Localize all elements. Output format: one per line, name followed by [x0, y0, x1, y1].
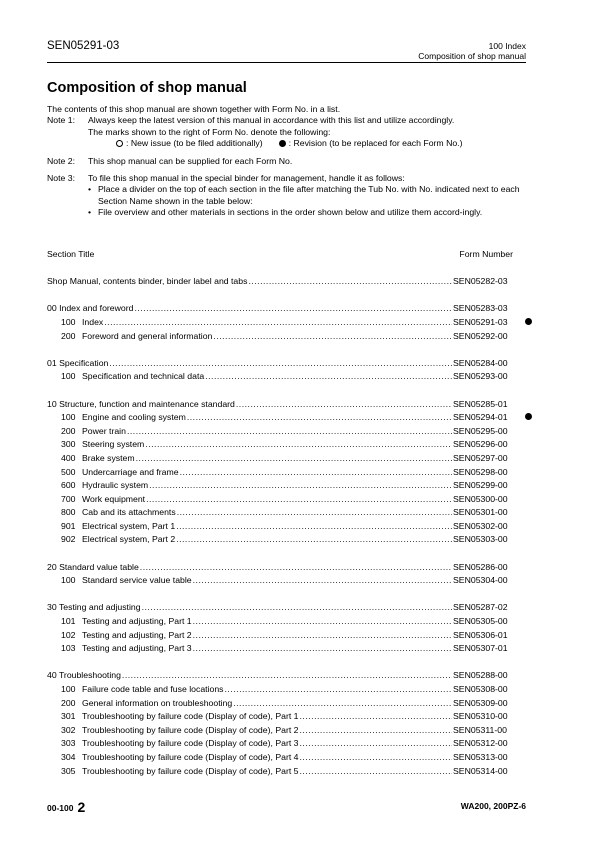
- dot-leader: [149, 480, 452, 490]
- dot-leader: [193, 643, 452, 653]
- dot-leader: [140, 562, 452, 572]
- toc-table: [47, 249, 532, 779]
- toc-section-title: Electrical system, Part 2: [82, 534, 176, 545]
- toc-section-number: 400: [61, 452, 76, 463]
- note-2-text: This shop manual can be supplied for each Form No.: [88, 155, 293, 166]
- toc-section-title: Testing and adjusting, Part 3: [82, 643, 192, 654]
- dot-leader: [193, 630, 452, 640]
- intro-text: The contents of this shop manual are shown together with Form No. in a list.: [47, 104, 341, 114]
- toc-section-title: Specification and technical data: [82, 371, 205, 382]
- toc-row: [47, 752, 532, 766]
- toc-form-number: SEN05305-00: [453, 616, 508, 627]
- toc-row: [47, 602, 532, 616]
- toc-body: [47, 263, 532, 780]
- header-right: [418, 41, 526, 61]
- toc-row: [47, 467, 532, 481]
- toc-form-number: SEN05294-01: [453, 412, 508, 423]
- toc-section-title: Standard value table: [59, 561, 139, 572]
- toc-section-number: 902: [61, 534, 76, 545]
- toc-section-title: Troubleshooting: [58, 670, 121, 681]
- toc-section-title: Index and foreword: [59, 303, 134, 314]
- toc-section-number: 10: [47, 398, 57, 409]
- note-1: [47, 115, 532, 138]
- dot-leader: [300, 752, 453, 762]
- toc-section-number: 700: [61, 493, 76, 504]
- mark-rev-text: : Revision (to be replaced for each Form No.): [288, 138, 463, 149]
- dot-leader: [300, 766, 453, 776]
- toc-section-number: 200: [61, 697, 76, 708]
- toc-section-number: 100: [61, 371, 76, 382]
- toc-section-title: Specification: [59, 357, 109, 368]
- note-3-bullet-2: • File overview and other materials in sections in the order shown below and utilize them accord-ingly.: [88, 207, 483, 218]
- toc-row: [47, 426, 532, 440]
- toc-form-number: SEN05284-00: [453, 357, 508, 368]
- toc-form-number: SEN05314-00: [453, 765, 508, 776]
- header-section: 100 Index: [488, 41, 526, 51]
- model-name: WA200, 200PZ-6: [460, 801, 526, 811]
- toc-row: [47, 303, 532, 317]
- toc-form-number: SEN05296-00: [453, 439, 508, 450]
- toc-section-number: 305: [61, 765, 76, 776]
- page-title: Composition of shop manual: [47, 80, 247, 96]
- marks-legend: [47, 138, 532, 149]
- header-subtitle: Composition of shop manual: [418, 51, 526, 61]
- toc-section-title: Standard service value table: [82, 575, 192, 586]
- note-2-label: Note 2:: [47, 155, 76, 166]
- col-section-title: Section Title: [47, 249, 95, 259]
- toc-row: [47, 616, 532, 630]
- toc-row: [47, 575, 532, 589]
- toc-form-number: SEN05291-03: [453, 316, 508, 327]
- toc-row: [47, 331, 532, 345]
- toc-section-number: 100: [61, 316, 76, 327]
- toc-section-number: 00: [47, 303, 57, 314]
- toc-section-title: Troubleshooting by failure code (Display of code), Part 5: [82, 765, 299, 776]
- toc-row: [47, 358, 532, 372]
- toc-section-number: 301: [61, 711, 76, 722]
- dot-leader: [145, 439, 452, 449]
- toc-section-title: Testing and adjusting: [58, 602, 141, 613]
- dot-leader: [104, 317, 452, 327]
- toc-section-title: Testing and adjusting, Part 2: [82, 629, 192, 640]
- page-number: [47, 799, 85, 815]
- toc-form-number: SEN05295-00: [453, 425, 508, 436]
- dot-leader: [193, 575, 452, 585]
- toc-row: [47, 521, 532, 535]
- toc-section-number: 303: [61, 738, 76, 749]
- toc-row: [47, 494, 532, 508]
- toc-row: [47, 562, 532, 576]
- mark-new-text: : New issue (to be filed additionally): [126, 138, 263, 149]
- toc-form-number: SEN05282-03: [453, 276, 508, 287]
- toc-section-title: General information on troubleshooting: [82, 697, 233, 708]
- toc-header: [47, 249, 513, 263]
- toc-form-number: SEN05287-02: [453, 602, 508, 613]
- col-form-number: Form Number: [459, 249, 513, 259]
- dot-leader: [127, 426, 452, 436]
- toc-form-number: SEN05297-00: [453, 452, 508, 463]
- toc-row: [47, 684, 532, 698]
- toc-section-title: Engine and cooling system: [82, 412, 186, 423]
- dot-leader: [177, 507, 452, 517]
- toc-row: [47, 630, 532, 644]
- toc-form-number: SEN05313-00: [453, 751, 508, 762]
- toc-section-number: 100: [61, 575, 76, 586]
- dot-leader: [176, 534, 452, 544]
- dot-leader: [136, 453, 452, 463]
- toc-form-number: SEN05285-01: [453, 398, 508, 409]
- dot-leader: [300, 725, 453, 735]
- toc-section-number: 800: [61, 507, 76, 518]
- toc-section-number: 200: [61, 425, 76, 436]
- toc-row: [47, 439, 532, 453]
- toc-section-number: 600: [61, 480, 76, 491]
- dot-leader: [187, 412, 452, 422]
- dot-leader: [300, 738, 453, 748]
- toc-row: [47, 766, 532, 780]
- toc-section-title: Undercarriage and frame: [82, 466, 179, 477]
- note-1-label: Note 1:: [47, 115, 76, 126]
- toc-form-number: SEN05288-00: [453, 670, 508, 681]
- dot-leader: [300, 711, 453, 721]
- revision-dot-icon: [525, 413, 532, 420]
- toc-form-number: SEN05292-00: [453, 330, 508, 341]
- toc-section-number: 500: [61, 466, 76, 477]
- toc-section-title: Testing and adjusting, Part 1: [82, 616, 192, 627]
- toc-row: [47, 711, 532, 725]
- doc-id: SEN05291-03: [47, 40, 120, 52]
- toc-form-number: SEN05308-00: [453, 684, 508, 694]
- toc-row: [47, 507, 532, 521]
- toc-form-number: SEN05309-00: [453, 697, 508, 708]
- toc-section-title: Cab and its attachments: [82, 507, 176, 518]
- toc-section-number: 01: [47, 357, 57, 368]
- new-issue-circle-icon: [116, 140, 123, 147]
- toc-row: [47, 276, 532, 290]
- toc-section-title: Foreword and general information: [82, 330, 213, 341]
- toc-form-number: SEN05283-03: [453, 303, 508, 314]
- toc-section-title: Troubleshooting by failure code (Display of code), Part 2: [82, 724, 299, 735]
- toc-section-title: Work equipment: [82, 493, 146, 504]
- note-3-label: Note 3:: [47, 173, 76, 184]
- toc-section-number: 200: [61, 330, 76, 341]
- toc-section-title: Steering system: [82, 439, 145, 450]
- toc-form-number: SEN05311-00: [453, 724, 507, 735]
- toc-section-title: Index: [82, 316, 104, 327]
- toc-row: [47, 412, 532, 426]
- dot-leader: [134, 303, 452, 313]
- toc-row: [47, 534, 532, 548]
- toc-section-title: Electrical system, Part 1: [82, 520, 176, 531]
- toc-section-title: Failure code table and fuse locations: [82, 684, 224, 694]
- toc-section-number: 901: [61, 520, 76, 531]
- note-1-line1: Always keep the latest version of this manual in accordance with this list and utilize accordingly.: [88, 115, 455, 126]
- toc-section-number: 103: [61, 643, 76, 654]
- toc-row: [47, 371, 532, 385]
- dot-leader: [236, 399, 452, 409]
- toc-section-title: Power train: [82, 425, 126, 436]
- dot-leader: [109, 358, 452, 368]
- toc-section-number: 300: [61, 439, 76, 450]
- dot-leader: [180, 467, 452, 477]
- note-3-bullet-1: • Place a divider on the top of each section in the file after matching the Tub No. with No. indicated next to each Section Name shown in the table below:: [88, 184, 520, 206]
- dot-leader: [213, 331, 452, 341]
- dot-leader: [248, 276, 452, 286]
- toc-row: [47, 698, 532, 712]
- toc-row: [47, 399, 532, 413]
- toc-section-title: Structure, function and maintenance standard: [59, 398, 235, 409]
- revision-dot-icon: [279, 140, 286, 147]
- notes-block: [47, 104, 532, 219]
- toc-section-title: Shop Manual, contents binder, binder label and tabs: [47, 276, 248, 287]
- toc-section-number: 102: [61, 629, 76, 640]
- toc-section-title: Troubleshooting by failure code (Display of code), Part 4: [82, 751, 299, 762]
- toc-row: [47, 480, 532, 494]
- dot-leader: [176, 521, 452, 531]
- note-1-line2: The marks shown to the right of Form No. denote the following:: [88, 126, 331, 137]
- toc-section-number: 30: [47, 602, 57, 613]
- toc-section-title: Hydraulic system: [82, 480, 149, 491]
- toc-row: [47, 670, 532, 684]
- revision-dot-icon: [525, 318, 532, 325]
- toc-section-number: 20: [47, 561, 57, 572]
- dot-leader: [205, 371, 452, 381]
- toc-form-number: SEN05310-00: [453, 711, 508, 722]
- dot-leader: [193, 616, 452, 626]
- dot-leader: [146, 494, 452, 504]
- dot-leader: [122, 670, 452, 680]
- note-3: [47, 173, 532, 219]
- toc-form-number: SEN05286-00: [453, 561, 508, 572]
- note-2: [47, 156, 532, 167]
- toc-section-number: 100: [61, 684, 76, 694]
- toc-form-number: SEN05301-00: [453, 507, 508, 518]
- toc-form-number: SEN05299-00: [453, 480, 508, 491]
- dot-leader: [225, 684, 452, 694]
- toc-row: [47, 738, 532, 752]
- toc-form-number: SEN05302-00: [453, 520, 508, 531]
- toc-form-number: SEN05298-00: [453, 466, 508, 477]
- toc-section-title: Brake system: [82, 452, 135, 463]
- note-3-text: To file this shop manual in the special binder for management, handle it as follows:: [88, 173, 405, 184]
- toc-section-title: Troubleshooting by failure code (Display of code), Part 1: [82, 711, 299, 722]
- toc-section-number: 101: [61, 616, 76, 627]
- toc-form-number: SEN05304-00: [453, 575, 508, 586]
- header-rule: [47, 62, 526, 63]
- toc-row: [47, 453, 532, 467]
- toc-section-number: 302: [61, 724, 76, 735]
- toc-row: [47, 643, 532, 657]
- toc-form-number: SEN05306-01: [453, 629, 508, 640]
- toc-section-title: Troubleshooting by failure code (Display of code), Part 3: [82, 738, 299, 749]
- page-num: 2: [77, 799, 86, 815]
- toc-section-number: 304: [61, 751, 76, 762]
- toc-section-number: 40: [47, 670, 57, 681]
- toc-row: [47, 725, 532, 739]
- toc-form-number: SEN05300-00: [453, 493, 508, 504]
- toc-form-number: SEN05293-00: [453, 371, 508, 382]
- dot-leader: [142, 602, 452, 612]
- toc-row: [47, 317, 532, 331]
- toc-form-number: SEN05303-00: [453, 534, 508, 545]
- page-prefix: 00-100: [47, 803, 74, 813]
- dot-leader: [233, 698, 452, 708]
- toc-section-number: 100: [61, 412, 76, 423]
- toc-form-number: SEN05312-00: [453, 738, 508, 749]
- toc-form-number: SEN05307-01: [453, 643, 508, 654]
